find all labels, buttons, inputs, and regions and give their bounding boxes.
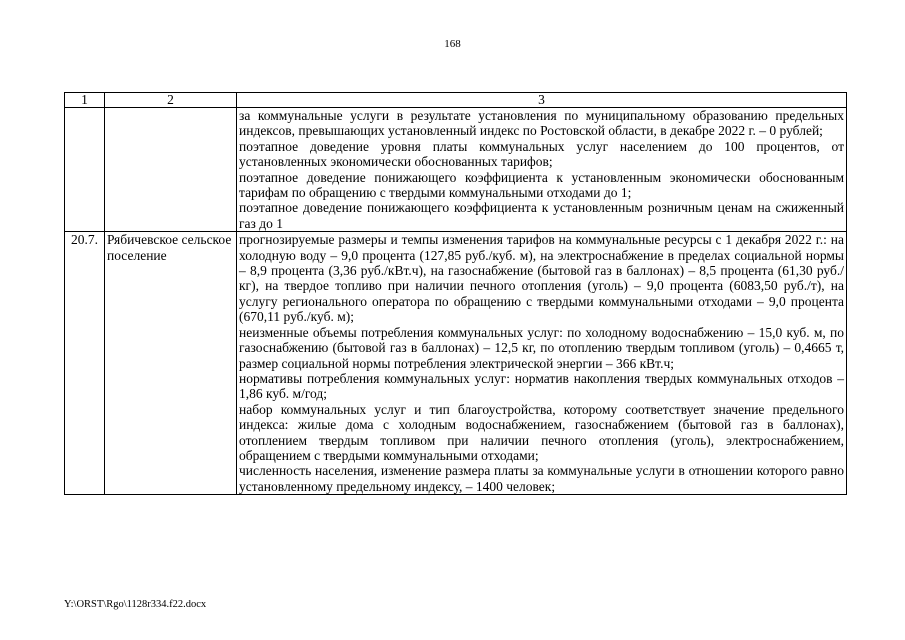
header-col-1: 1 — [65, 93, 105, 108]
paragraph: поэтапное доведение понижающего коэффициента к установленным розничным ценам на сжиженный газ до 1 — [239, 200, 844, 231]
tariff-table — [64, 92, 847, 495]
header-col-3: 3 — [237, 93, 847, 108]
row-number: 20.7. — [65, 232, 105, 495]
paragraph: численность населения, изменение размера платы за коммунальные услуги в отношении которого равно установленному предельному индексу, – 1400 человек; — [239, 463, 844, 494]
continuation-row — [65, 108, 847, 232]
paragraph: поэтапное доведение уровня платы коммунальных услуг населением до 100 процентов, от установленных экономически обоснованных тарифов; — [239, 138, 844, 170]
footer-file-path: Y:\ORST\Rgo\1128r334.f22.docx — [64, 599, 207, 610]
continuation-name-cell — [105, 108, 237, 232]
continuation-text-cell — [237, 108, 847, 232]
settlement-name: Рябичевское сельское поселение — [105, 232, 237, 495]
paragraph: прогнозируемые размеры и темпы изменения тарифов на коммунальные ресурсы с 1 декабря 2022 г.: на холодную воду – 9,0 процента (127,85 руб./куб. м), на электроснабжение в пределах социальной нормы – 8,9 процента (3,36 руб./кВт.ч), на газоснабжение (бытовой газ в баллонах) – 8,5 процента (61,30 руб./кг), на твердое топливо при наличии печного отопления (уголь) – 9,0 процента (6083,50 руб./т), на услугу регионального оператора по обращению с твердыми коммунальными отходами – 9,0 процента (670,11 руб./куб. м); — [239, 232, 844, 325]
header-col-2: 2 — [105, 93, 237, 108]
paragraph: за коммунальные услуги в результате установления по муниципальному образованию предельных индексов, превышающих установленный индекс по Ростовской области, в декабре 2022 г. – 0 рублей; — [239, 108, 844, 139]
row-text-cell — [237, 232, 847, 495]
paragraph: набор коммунальных услуг и тип благоустройства, которому соответствует значение предельного индекса: жилые дома с холодным водоснабжением, газоснабжением (бытовой газ в баллонах), отоплением твердым топливом при наличии печного отопления (уголь), электроснабжением, обращением с твердыми коммунальными отходами; — [239, 401, 844, 463]
paragraph: поэтапное доведение понижающего коэффициента к установленным экономически обоснованным тарифам по обращению с твердыми коммунальными отходами до 1; — [239, 169, 844, 201]
table-header-row — [65, 93, 847, 108]
continuation-number-cell — [65, 108, 105, 232]
page-number: 168 — [444, 38, 461, 50]
paragraph: неизменные объемы потребления коммунальных услуг: по холодному водоснабжению – 15,0 куб. м, по газоснабжению (бытовой газ в баллонах) – 12,5 кг, по отоплению твердым топливом (уголь) – 0,4665 т, размер социальной нормы потребления электрической энергии – 366 кВт.ч; — [239, 324, 844, 371]
paragraph: нормативы потребления коммунальных услуг: норматив накопления твердых коммунальных отходов – 1,86 куб. м/год; — [239, 370, 844, 402]
table-row-20-7 — [65, 232, 847, 495]
